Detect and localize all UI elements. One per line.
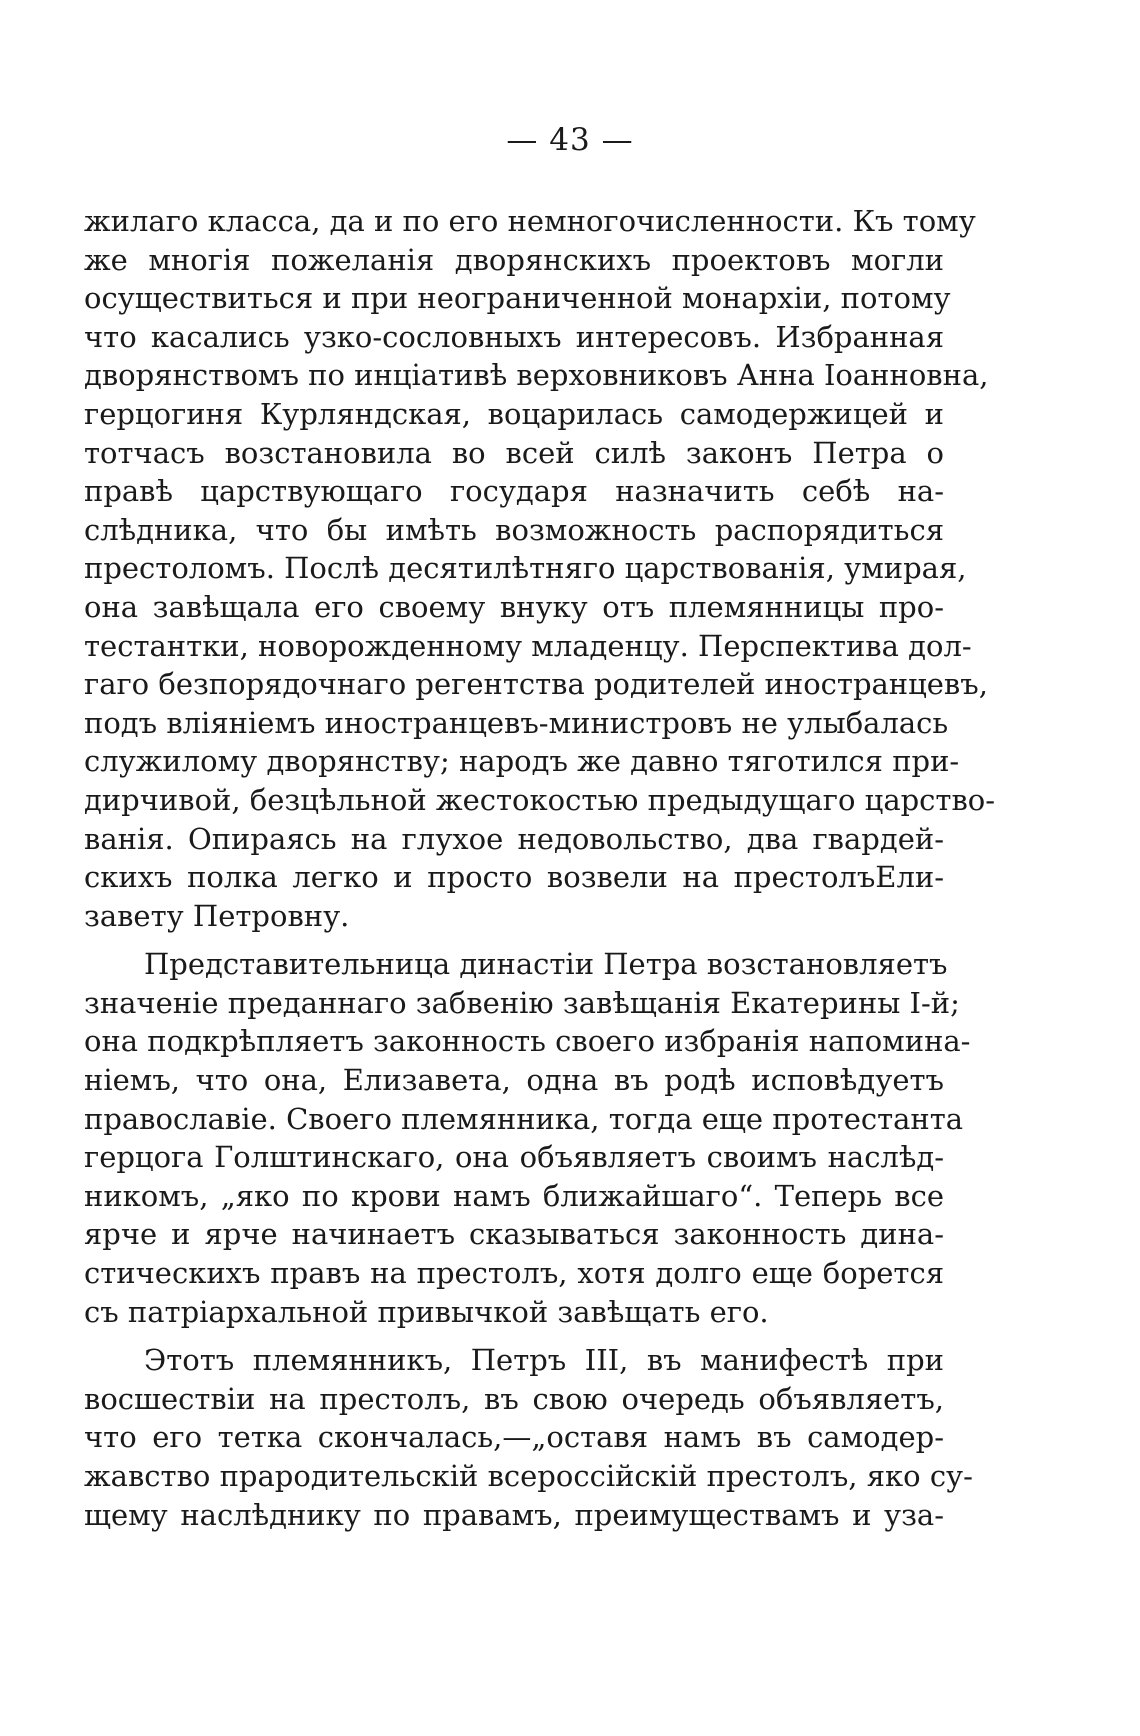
text-line: гаго безпорядочнаго регентства родителей иностранцевъ, bbox=[84, 667, 988, 702]
text-line: она завѣщала его своему внуку отъ племянницы про- bbox=[84, 589, 944, 624]
paragraph-3 bbox=[84, 1341, 973, 1534]
text-line: престоломъ. Послѣ десятилѣтняго царствованія, умирая, bbox=[84, 551, 967, 586]
text-line: что касались узко-сословныхъ интересовъ. Избранная bbox=[84, 319, 944, 354]
text-line: правѣ царствующаго государя назначить себѣ на- bbox=[84, 474, 944, 509]
text-line: съ патріархальной привычкой завѣщать его. bbox=[84, 1294, 769, 1329]
text-line: скихъ полка легко и просто возвели на престолъЕли- bbox=[84, 860, 944, 895]
text-line: ярче и ярче начинаетъ сказываться законность дина- bbox=[84, 1217, 944, 1252]
paragraph-gap bbox=[84, 1331, 944, 1341]
text-line: православіе. Своего племянника, тогда еще протестанта bbox=[84, 1101, 964, 1136]
text-line: завету Петровну. bbox=[84, 898, 350, 933]
text-line: ніемъ, что она, Елизавета, одна въ родѣ исповѣдуетъ bbox=[84, 1063, 944, 1098]
text-line: герцога Голштинскаго, она объявляетъ своимъ наслѣд- bbox=[84, 1140, 944, 1175]
text-line: служилому дворянству; народъ же давно тяготился при- bbox=[84, 744, 960, 779]
text-line: значеніе преданнаго забвенію завѣщанія Екатерины I-й; bbox=[84, 985, 960, 1020]
text-line: она подкрѣпляетъ законность своего избранія напомина- bbox=[84, 1024, 971, 1059]
text-line: стическихъ правъ на престолъ, хотя долго еще борется bbox=[84, 1256, 944, 1291]
text-line: Этотъ племянникъ, Петръ III, въ манифестѣ при bbox=[144, 1343, 944, 1378]
text-line: же многія пожеланія дворянскихъ проектовъ могли bbox=[84, 242, 944, 277]
text-line: щему наслѣднику по правамъ, преимуществамъ и уза- bbox=[84, 1497, 944, 1532]
text-line: жилаго класса, да и по его немногочисленности. Къ тому bbox=[84, 204, 976, 238]
text-line: герцогиня Курляндская, воцарилась самодержицей и bbox=[84, 396, 944, 431]
text-line: тотчасъ возстановила во всей силѣ законъ Петра о bbox=[84, 435, 944, 470]
text-line: никомъ, „яко по крови намъ ближайшаго“. Теперь все bbox=[84, 1178, 944, 1213]
text-line: дворянствомъ по инціативѣ верховниковъ Анна Іоанновна, bbox=[84, 358, 989, 393]
page-number: — 43 — bbox=[506, 122, 634, 158]
text-line: ванія. Опираясь на глухое недовольство, два гвардей- bbox=[84, 821, 944, 856]
text-line: слѣдника, что бы имѣть возможность распорядиться bbox=[84, 512, 944, 547]
text-line: что его тетка скончалась,—„оставя намъ въ самодер- bbox=[84, 1420, 944, 1455]
text-line: дирчивой, безцѣльной жестокостью предыдущаго царство- bbox=[84, 782, 996, 817]
text-line: осуществиться и при неограниченной монархіи, потому bbox=[84, 281, 951, 316]
text-line: жавство прародительскій всероссійскій престолъ, яко су- bbox=[84, 1459, 973, 1493]
body-text bbox=[84, 202, 996, 1534]
text-line: восшествіи на престолъ, въ свою очередь объявляетъ, bbox=[84, 1381, 944, 1416]
paragraph-1 bbox=[84, 202, 996, 935]
text-line: подъ вліяніемъ иностранцевъ-министровъ не улыбалась bbox=[84, 705, 949, 740]
paragraph-gap bbox=[84, 935, 944, 945]
text-line: тестантки, новорожденному младенцу. Перспектива дол- bbox=[84, 628, 972, 663]
paragraph-2 bbox=[84, 945, 971, 1331]
text-line: Представительница династіи Петра возстановляетъ bbox=[144, 947, 948, 982]
